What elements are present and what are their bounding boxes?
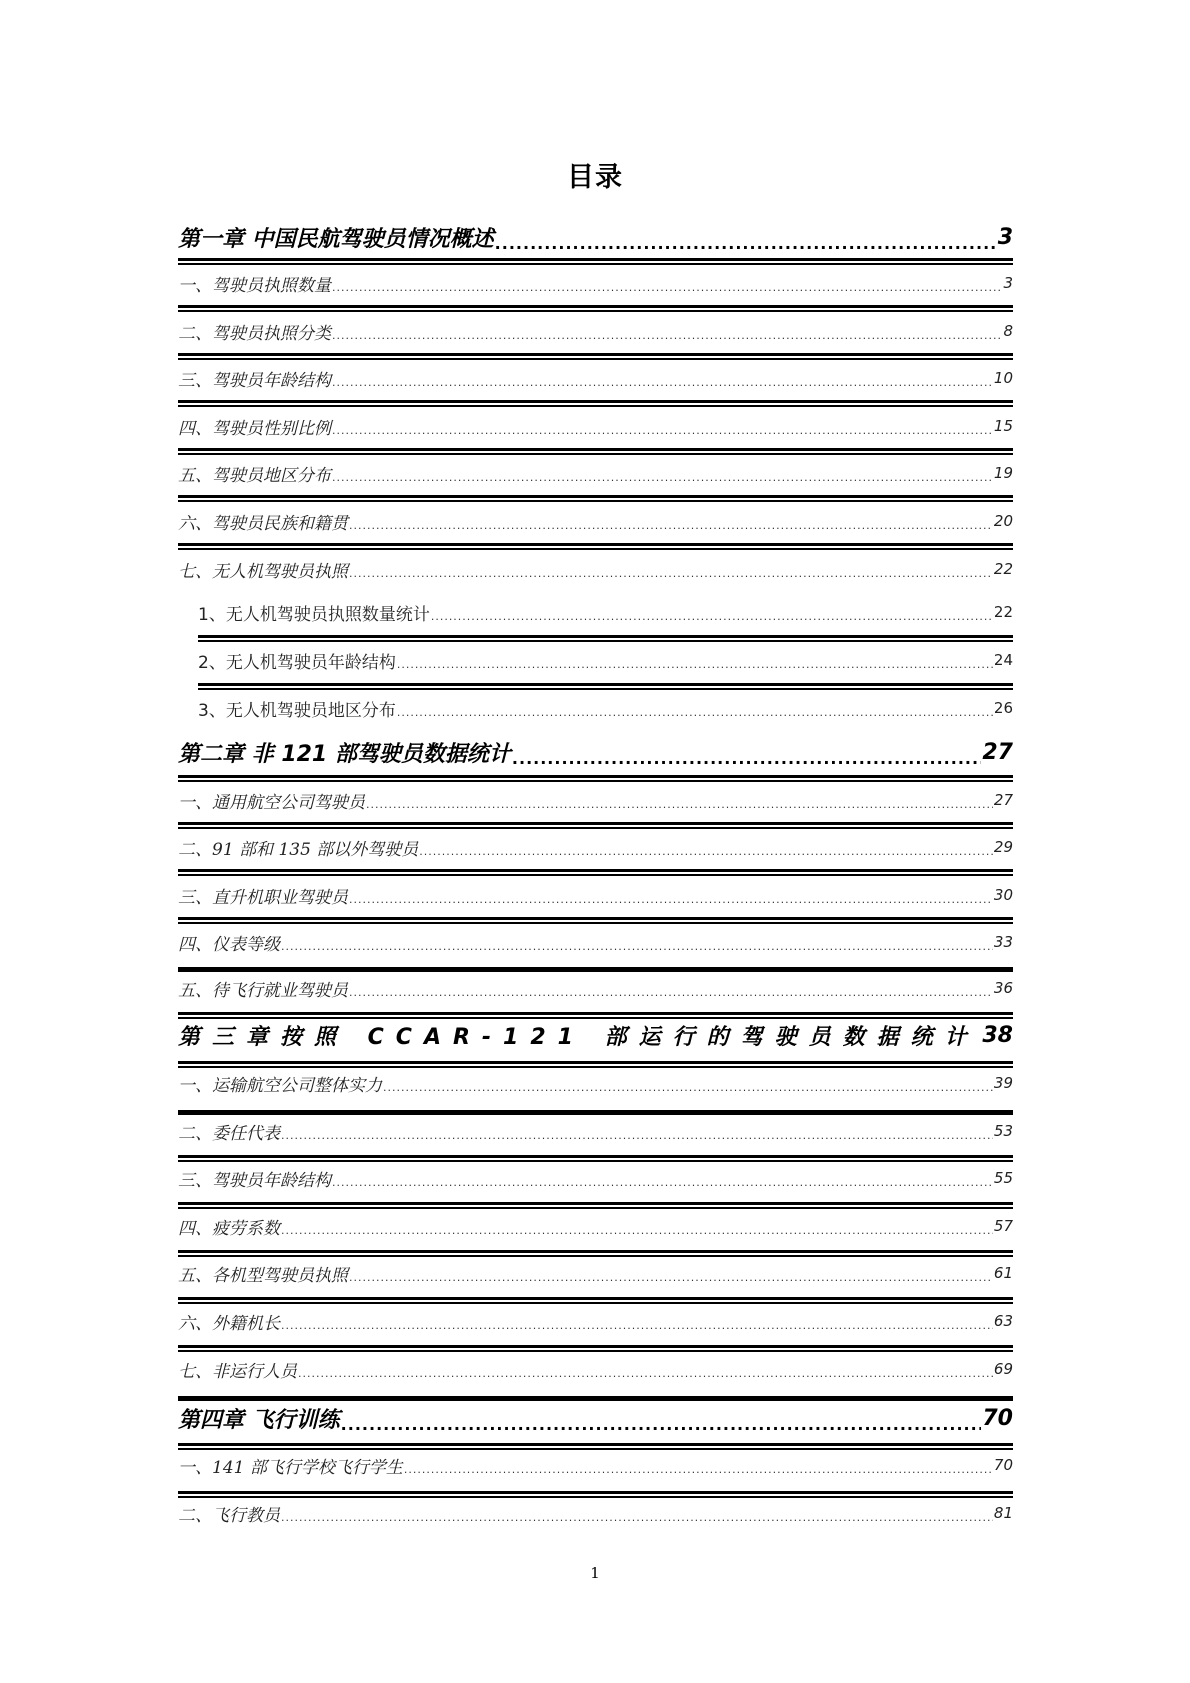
toc-entry-section[interactable] xyxy=(178,1162,1013,1194)
toc-entry-label: 三、驾驶员年龄结构 xyxy=(178,370,331,391)
toc-entry-label: 四、驾驶员性别比例 xyxy=(178,418,331,439)
toc-entry-section[interactable] xyxy=(178,315,1013,347)
toc-entry-page-number: 70 xyxy=(993,1456,1013,1474)
toc-entry-page-number: 61 xyxy=(993,1264,1013,1282)
toc-entry-page-number: 27 xyxy=(982,739,1013,765)
toc-entry-section[interactable] xyxy=(178,972,1013,1004)
separator-line xyxy=(178,543,1013,550)
toc-entry-page-number: 22 xyxy=(993,603,1013,621)
dot-leader xyxy=(332,424,993,437)
separator-line xyxy=(178,822,1013,829)
toc-entry-label: 六、驾驶员民族和籍贯 xyxy=(178,513,348,534)
toc-entry-page-number: 53 xyxy=(993,1122,1013,1140)
toc-entry-page-number: 15 xyxy=(993,417,1013,435)
toc-entry-label: 一、运输航空公司整体实力 xyxy=(178,1075,382,1096)
separator-line xyxy=(178,1202,1013,1209)
dot-leader xyxy=(332,281,1002,294)
toc-entry-page-number: 19 xyxy=(993,464,1013,482)
toc-entry-page-number: 3 xyxy=(1003,274,1013,292)
toc-entry-page-number: 29 xyxy=(993,838,1013,856)
toc-entry-page-number: 26 xyxy=(993,699,1013,717)
toc-entry-section[interactable] xyxy=(178,1353,1013,1385)
dot-leader xyxy=(397,658,993,671)
dot-leader xyxy=(431,610,993,623)
toc-entry-label: 二、91 部和 135 部以外驾驶员 xyxy=(178,839,419,860)
toc-entry-sub[interactable] xyxy=(198,644,1013,676)
dot-leader xyxy=(298,1367,993,1380)
separator-line xyxy=(178,775,1013,782)
toc-entry-label: 三、驾驶员年龄结构 xyxy=(178,1170,331,1191)
toc-entry-chapter[interactable] xyxy=(178,1019,1013,1051)
dot-leader xyxy=(512,749,981,768)
toc-entry-page-number: 70 xyxy=(982,1405,1013,1431)
dot-leader xyxy=(349,519,993,532)
toc-entry-label: 二、驾驶员执照分类 xyxy=(178,323,331,344)
toc-entry-page-number: 38 xyxy=(982,1022,1013,1048)
dot-leader xyxy=(349,986,993,999)
toc-entry-section[interactable] xyxy=(178,879,1013,911)
dot-leader xyxy=(281,1129,993,1142)
toc-entry-section[interactable] xyxy=(178,1115,1013,1147)
separator-line xyxy=(178,1345,1013,1352)
toc-entry-section[interactable] xyxy=(178,926,1013,958)
toc-entry-label: 一、驾驶员执照数量 xyxy=(178,275,331,296)
toc-entry-page-number: 20 xyxy=(993,512,1013,530)
toc-entry-label: 五、各机型驾驶员执照 xyxy=(178,1265,348,1286)
dot-leader xyxy=(332,376,993,389)
separator-line xyxy=(178,1250,1013,1257)
toc-entry-page-number: 24 xyxy=(993,651,1013,669)
toc-entry-page-number: 63 xyxy=(993,1312,1013,1330)
toc-entry-section[interactable] xyxy=(178,410,1013,442)
toc-entry-section[interactable] xyxy=(178,1305,1013,1337)
toc-entry-page-number: 22 xyxy=(993,560,1013,578)
separator-line xyxy=(178,448,1013,455)
dot-leader xyxy=(349,567,993,580)
toc-entry-section[interactable] xyxy=(178,1497,1013,1529)
dot-leader xyxy=(349,893,993,906)
toc-entry-label: 七、无人机驾驶员执照 xyxy=(178,561,348,582)
toc-entry-label: 1、无人机驾驶员执照数量统计 xyxy=(198,604,430,625)
toc-entry-section[interactable] xyxy=(178,267,1013,299)
toc-entry-section[interactable] xyxy=(178,1067,1013,1099)
toc-entry-page-number: 33 xyxy=(993,933,1013,951)
separator-line xyxy=(198,635,1013,642)
toc-entry-page-number: 55 xyxy=(993,1169,1013,1187)
toc-entry-page-number: 27 xyxy=(993,791,1013,809)
separator-line xyxy=(178,305,1013,312)
dot-leader xyxy=(404,1463,993,1476)
toc-entry-label: 二、委任代表 xyxy=(178,1123,280,1144)
page-number: 1 xyxy=(590,1564,600,1582)
toc-entry-page-number: 10 xyxy=(993,369,1013,387)
toc-entry-page-number: 3 xyxy=(997,224,1013,250)
toc-entry-chapter[interactable] xyxy=(178,221,1013,253)
toc-entry-label: 一、通用航空公司驾驶员 xyxy=(178,792,365,813)
toc-entry-label: 第一章 中国民航驾驶员情况概述 xyxy=(178,226,494,252)
toc-entry-chapter[interactable] xyxy=(178,736,1013,768)
toc-entry-section[interactable] xyxy=(178,1449,1013,1481)
dot-leader xyxy=(281,1224,993,1237)
toc-entry-page-number: 36 xyxy=(993,979,1013,997)
dot-leader xyxy=(366,798,993,811)
toc-entry-page-number: 57 xyxy=(993,1217,1013,1235)
toc-entry-section[interactable] xyxy=(178,1257,1013,1289)
toc-entry-label: 3、无人机驾驶员地区分布 xyxy=(198,700,396,721)
toc-entry-page-number: 30 xyxy=(993,886,1013,904)
toc-entry-page-number: 69 xyxy=(993,1360,1013,1378)
dot-leader xyxy=(332,471,993,484)
separator-line xyxy=(178,1396,1013,1401)
toc-entry-label: 六、外籍机长 xyxy=(178,1313,280,1334)
toc-entry-section[interactable] xyxy=(178,457,1013,489)
dot-leader xyxy=(349,1271,993,1284)
toc-entry-label: 五、待飞行就业驾驶员 xyxy=(178,980,348,1001)
separator-line xyxy=(178,353,1013,360)
toc-entry-page-number: 8 xyxy=(1003,322,1013,340)
toc-entry-section[interactable] xyxy=(178,362,1013,394)
toc-entry-sub[interactable] xyxy=(198,692,1013,724)
toc-entry-label: 三、直升机职业驾驶员 xyxy=(178,887,348,908)
dot-leader xyxy=(397,706,993,719)
dot-leader xyxy=(341,1415,982,1434)
toc-entry-section[interactable] xyxy=(178,553,1013,585)
toc-entry-sub[interactable] xyxy=(198,596,1013,628)
separator-line xyxy=(178,400,1013,407)
separator-line xyxy=(178,258,1013,265)
toc-entry-section[interactable] xyxy=(178,784,1013,816)
dot-leader xyxy=(495,234,997,253)
toc-entry-page-number: 39 xyxy=(993,1074,1013,1092)
toc-entry-label: 一、141 部飞行学校飞行学生 xyxy=(178,1457,403,1478)
toc-entry-label: 五、驾驶员地区分布 xyxy=(178,465,331,486)
separator-line xyxy=(178,869,1013,876)
dot-leader xyxy=(332,329,1002,342)
dot-leader xyxy=(281,1511,993,1524)
toc-entry-label: 第三章按照 CCAR-121 部运行的驾驶员数据统计 xyxy=(178,1024,979,1050)
dot-leader xyxy=(980,1032,982,1051)
toc-entry-page-number: 81 xyxy=(993,1504,1013,1522)
dot-leader xyxy=(281,940,993,953)
dot-leader xyxy=(281,1319,993,1332)
toc-entry-section[interactable] xyxy=(178,831,1013,863)
toc-entry-label: 四、仪表等级 xyxy=(178,934,280,955)
page-title: 目录 xyxy=(567,162,623,193)
dot-leader xyxy=(332,1176,993,1189)
toc-entry-section[interactable] xyxy=(178,1210,1013,1242)
toc-entry-label: 第二章 非 121 部驾驶员数据统计 xyxy=(178,741,511,767)
separator-line xyxy=(198,683,1013,690)
dot-leader xyxy=(383,1081,993,1094)
separator-line xyxy=(178,1012,1013,1019)
toc-entry-label: 七、非运行人员 xyxy=(178,1361,297,1382)
separator-line xyxy=(178,1155,1013,1162)
toc-entry-label: 2、无人机驾驶员年龄结构 xyxy=(198,652,396,673)
dot-leader xyxy=(419,845,993,858)
toc-entry-chapter[interactable] xyxy=(178,1402,1013,1434)
toc-entry-label: 四、疲劳系数 xyxy=(178,1218,280,1239)
toc-entry-label: 二、飞行教员 xyxy=(178,1505,280,1526)
toc-entry-label: 第四章 飞行训练 xyxy=(178,1407,340,1433)
separator-line xyxy=(178,1297,1013,1304)
separator-line xyxy=(178,917,1013,924)
toc-entry-section[interactable] xyxy=(178,505,1013,537)
separator-line xyxy=(178,495,1013,502)
